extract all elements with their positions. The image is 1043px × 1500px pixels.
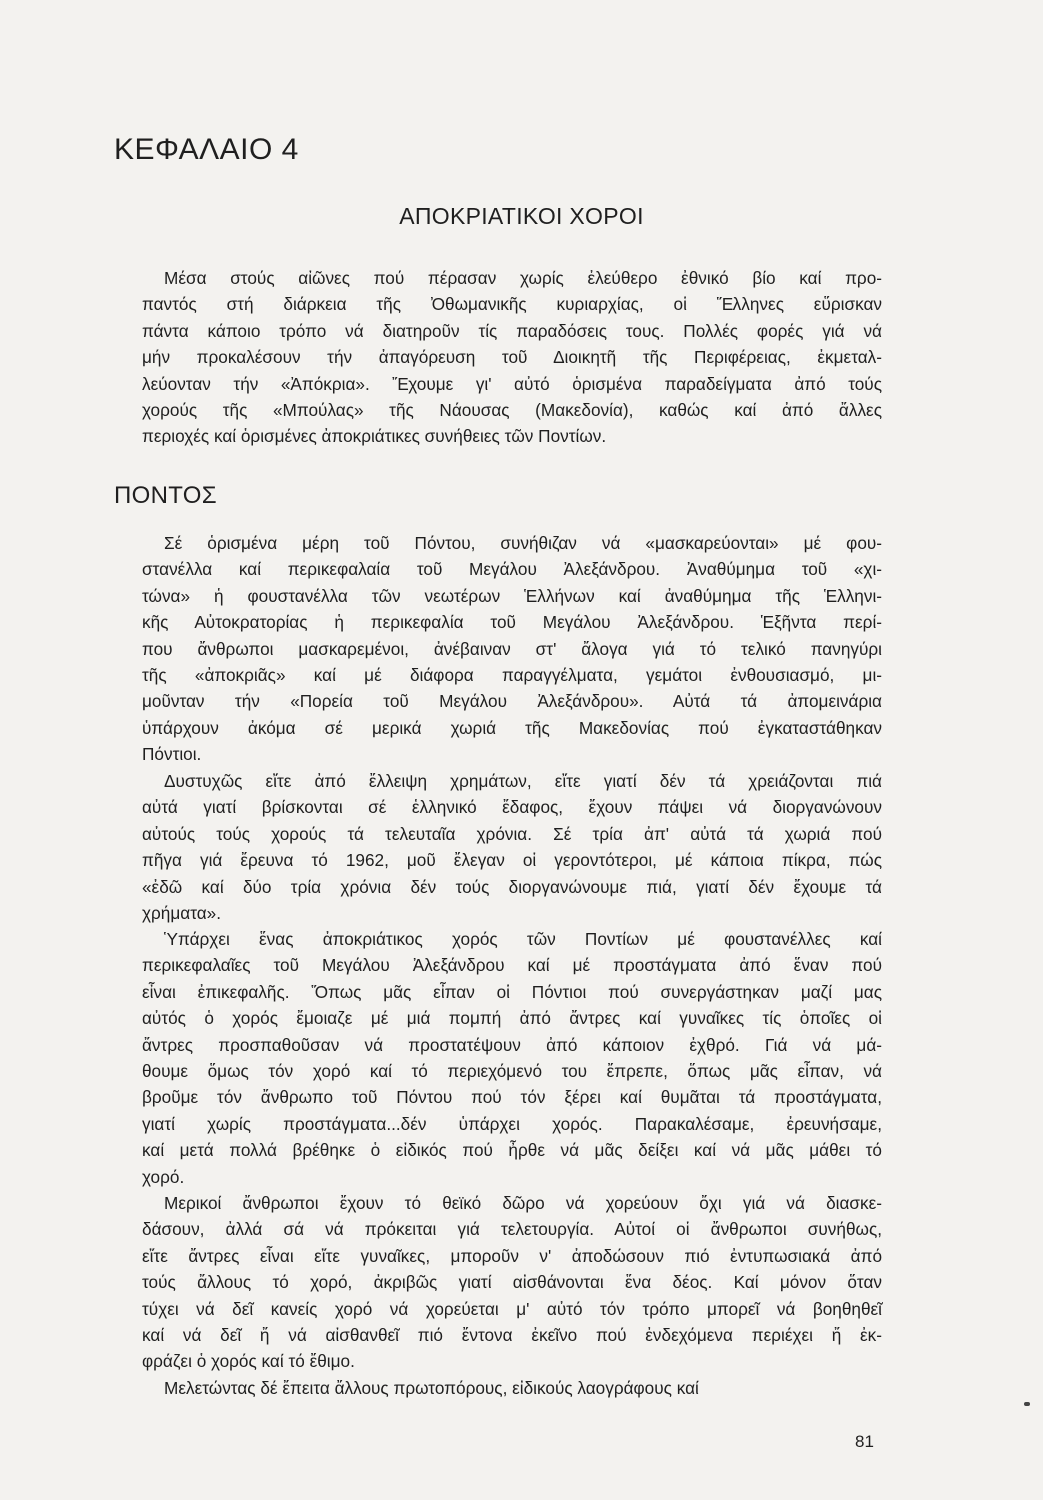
text-line: παντός στή διάρκεια τῆς Ὀθωμανικῆς κυριαρχίας, οἱ Ἕλληνες εὕρισκαν [142, 294, 882, 315]
text-line: καί νά δεῖ ἤ νά αἰσθανθεῖ πιό ἔντονα ἐκεῖνο πού ἐνδεχόμενα περιέχει ἤ ἐκ- [142, 1324, 882, 1345]
text-line: Ὑπάρχει ἕνας ἀποκριάτικος χορός τῶν Ποντίων μέ φουστανέλλες καί [164, 929, 882, 949]
text-line: Μέσα στούς αἰῶνες πού πέρασαν χωρίς ἐλεύθερο ἐθνικό βίο καί προ- [164, 268, 882, 288]
body-paragraph-2 [142, 768, 882, 926]
text-line: γιατί χωρίς προστάγματα...δέν ὑπάρχει χορός. Παρακαλέσαμε, ἐρευνήσαμε, [142, 1113, 882, 1134]
intro-paragraph [142, 265, 882, 450]
text-line: χρήματα». [142, 902, 222, 923]
text-line: μήν προκαλέσουν τήν ἀπαγόρευση τοῦ Διοικητῆ τῆς Περιφέρειας, ἐκμεταλ- [142, 347, 882, 368]
body-paragraph-5 [142, 1375, 882, 1401]
text-line: «ἐδῶ καί δύο τρία χρόνια δέν τούς διοργανώνουμε πιά, γιατί δέν ἔχουμε τά [142, 876, 882, 897]
text-line: εἶναι ἐπικεφαλῆς. Ὅπως μᾶς εἶπαν οἱ Πόντιοι πού συνεργάστηκαν μαζί μας [142, 981, 882, 1002]
text-line: αὐτούς τούς χορούς τά τελευταῖα χρόνια. Σέ τρία ἀπ' αὐτά τά χωριά πού [142, 823, 882, 844]
text-line: φράζει ὁ χορός καί τό ἔθιμο. [142, 1351, 355, 1372]
text-line: τύχει νά δεῖ κανείς χορό νά χορεύεται μ' αὐτό τόν τρόπο μπορεῖ νά βοηθηθεῖ [142, 1298, 882, 1319]
body-paragraph-1 [142, 530, 882, 768]
text-line: εἴτε ἄντρες εἶναι εἴτε γυναῖκες, μποροῦν ν' ἀποδώσουν πιό ἐντυπωσιακά ἀπό [142, 1245, 882, 1266]
text-line: κῆς Αὐτοκρατορίας ἡ περικεφαλία τοῦ Μεγάλου Ἀλεξάνδρου. Ἑξῆντα περί- [142, 612, 882, 633]
scan-speck [1024, 1402, 1030, 1406]
text-line: ὑπάρχουν ἀκόμα σέ μερικά χωριά τῆς Μακεδονίας πού ἐγκαταστάθηκαν [142, 717, 882, 738]
text-line: τώνα» ἡ φουστανέλλα τῶν νεωτέρων Ἑλλήνων καί ἀναθύμημα τῆς Ἑλληνι- [142, 585, 882, 606]
text-line: καί μετά πολλά βρέθηκε ὁ εἰδικός πού ἦρθε νά μᾶς δείξει καί νά μᾶς μάθει τό [142, 1140, 882, 1161]
section-title: ΑΠΟΚΡΙΑΤΙΚΟΙ ΧΟΡΟΙ [399, 203, 644, 229]
body-paragraph-3 [142, 926, 882, 1190]
text-line: Δυστυχῶς εἴτε ἀπό ἔλλειψη χρημάτων, εἴτε γιατί δέν τά χρειάζονται πιά [164, 771, 882, 791]
text-line: χορό. [142, 1166, 185, 1187]
text-line: Μερικοί ἄνθρωποι ἔχουν τό θεϊκό δῶρο νά χορεύουν ὄχι γιά νά διασκε- [164, 1193, 882, 1213]
text-line: πάντα κάποιο τρόπο νά διατηροῦν τίς παραδόσεις τους. Πολλές φορές γιά νά [142, 320, 882, 341]
text-line: περικεφαλαῖες τοῦ Μεγάλου Ἀλεξάνδρου καί μέ προστάγματα ἀπό ἕναν πού [142, 955, 882, 976]
body-paragraph-4 [142, 1190, 882, 1375]
text-line: θουμε ὅμως τόν χορό καί τό περιεχόμενό του ἔπρεπε, ὅπως μᾶς εἶπαν, νά [142, 1060, 882, 1081]
text-line: πῆγα γιά ἔρευνα τό 1962, μοῦ ἔλεγαν οἱ γεροντότεροι, μέ κάποια πίκρα, πώς [142, 850, 882, 871]
text-line: βροῦμε τόν ἄνθρωπο τοῦ Πόντου πού τόν ξέρει καί θυμᾶται τά προστάγματα, [142, 1087, 882, 1108]
text-line: αὐτός ὁ χορός ἔμοιαζε μέ μιά πομπή ἀπό ἄντρες καί γυναῖκες τίς ὁποῖες οἱ [142, 1008, 882, 1029]
subheading: ΠΟΝΤΟΣ [114, 482, 217, 509]
text-line: στανέλλα καί περικεφαλαία τοῦ Μεγάλου Ἀλεξάνδρου. Ἀναθύμημα τοῦ «χι- [142, 559, 882, 580]
text-line: Μελετώντας δέ ἔπειτα ἄλλους πρωτοπόρους, εἰδικούς λαογράφους καί [164, 1378, 699, 1398]
text-line: λεύονταν τήν «Ἀπόκρια». Ἔχουμε γι' αὐτό ὁρισμένα παραδείγματα ἀπό τούς [142, 373, 882, 394]
chapter-title: ΚΕΦΑΛΑΙΟ 4 [114, 133, 299, 166]
text-line: Πόντιοι. [142, 744, 202, 765]
text-line: που ἄνθρωποι μασκαρεμένοι, ἀνέβαιναν στ' ἄλογα γιά τό τελικό πανηγύρι [142, 638, 882, 659]
text-line: δάσουν, ἀλλά σά νά πρόκειται γιά τελετουργία. Αὐτοί οἱ ἄνθρωποι συνήθως, [142, 1219, 882, 1240]
text-line: Σέ ὁρισμένα μέρη τοῦ Πόντου, συνήθιζαν νά «μασκαρεύονται» μέ φου- [164, 533, 882, 553]
page-number: 81 [855, 1432, 874, 1451]
text-line: περιοχές καί ὁρισμένες ἀποκριάτικες συνήθειες τῶν Ποντίων. [142, 426, 607, 447]
text-line: τῆς «ἀποκριᾶς» καί μέ διάφορα παραγγέλματα, γεμάτοι ἐνθουσιασμό, μι- [142, 664, 882, 685]
text-line: τούς ἄλλους τό χορό, ἀκριβῶς γιατί αἰσθάνονται ἕνα δέος. Καί μόνον ὅταν [142, 1272, 882, 1293]
text-line: αὐτά γιατί βρίσκονται σέ ἑλληνικό ἔδαφος, ἔχουν πάψει νά διοργανώνουν [142, 797, 882, 818]
text-line: ἄντρες προσπαθοῦσαν νά προστατέψουν ἀπό κάποιον ἐχθρό. Γιά νά μά- [142, 1034, 882, 1055]
text-line: χορούς τῆς «Μπούλας» τῆς Νάουσας (Μακεδονία), καθώς καί ἀπό ἄλλες [142, 399, 882, 420]
text-line: μοῦνταν τήν «Πορεία τοῦ Μεγάλου Ἀλεξάνδρου». Αὐτά τά ἀπομεινάρια [142, 691, 882, 712]
